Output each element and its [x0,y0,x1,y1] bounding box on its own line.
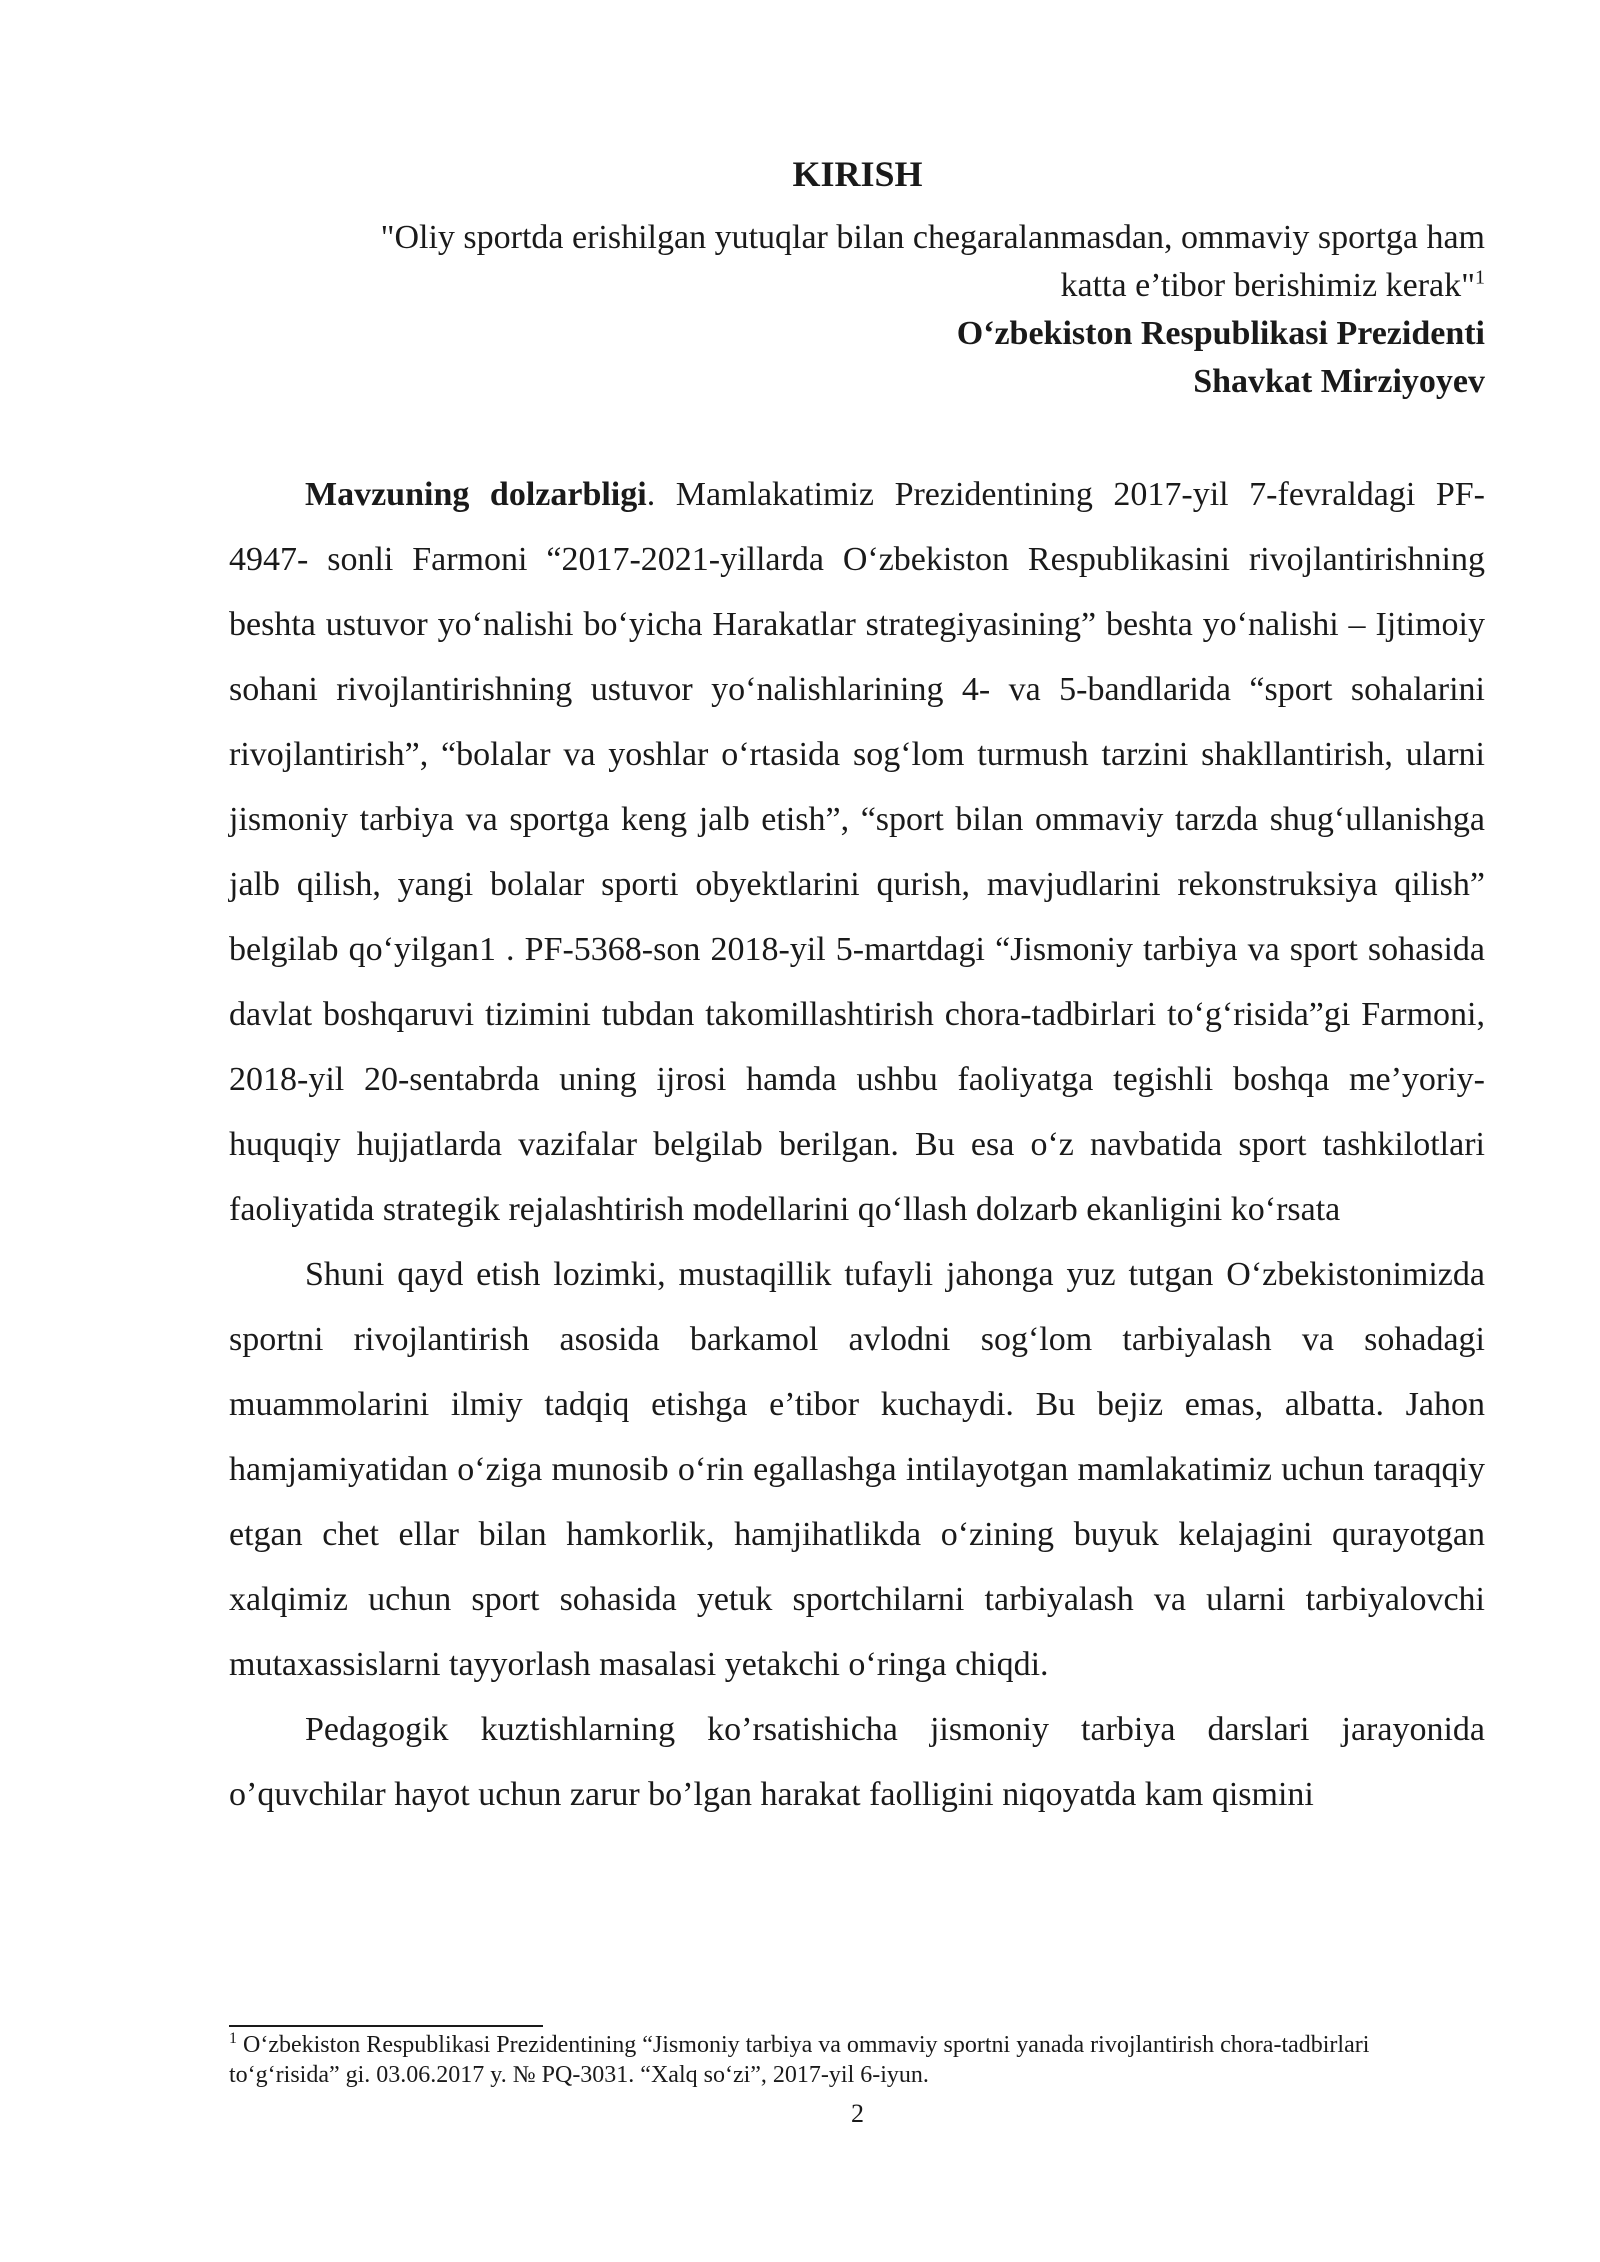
author-name: Shavkat Mirziyoyev [1193,363,1485,400]
paragraph-pedagogical: Pedagogik kuztishlarning ko’rsatishicha jismoniy tarbiya darslari jarayonida o’quvchilar hayot uchun zarur bo’lgan harakat faolligini niqoyatda kam qismini [229,1711,1485,1813]
epigraph-line-1: "Oliy sportda erishilgan yutuqlar bilan chegaralanmasdan, ommaviy sportga ham [380,219,1485,256]
epigraph-line-2-text: katta e’tibor berishimiz kerak" [1060,267,1475,304]
section-title: KIRISH [792,154,923,194]
epigraph-footnote-ref: 1 [1475,266,1485,289]
epigraph-author [229,310,1485,406]
paragraph-lead-heading: Mavzuning dolzarbligi [305,476,647,513]
paragraph-relevance [229,462,1485,1242]
author-position: O‘zbekiston Respublikasi Prezidenti [956,315,1485,352]
footnote-marker: 1 [229,2030,237,2047]
footnote-separator [229,2025,543,2027]
epigraph-line-2 [229,262,1485,310]
paragraph-relevance-text: . Mamlakatimiz Prezidentining 2017-yil 7-fevraldagi PF-4947- sonli Farmoni “2017-2021-yillarda O‘zbekiston Respublikasini rivojlantirishning beshta ustuvor yo‘nalishi bo‘yicha Harakatlar strategiyasining” beshta yo‘nalishi – Ijtimoiy sohani rivojlantirishning ustuvor yo‘nalishlarining 4- va 5-bandlarida “sport sohalarini rivojlantirish”, “bolalar va yoshlar o‘rtasida sog‘lom turmush tarzini shakllantirish, ularni jismoniy tarbiya va sportga keng jalb etish”, “sport bilan ommaviy tarzda shug‘ullanishga jalb qilish, yangi bolalar sporti obyektlarini qurish, mavjudlarini rekonstruksiya qilish” belgilab qo‘yilgan1 . PF-5368-son 2018-yil 5-martdagi “Jismoniy tarbiya va sport sohasida davlat boshqaruvi tizimini tubdan takomillashtirish chora-tadbirlari to‘g‘risida”gi Farmoni, 2018-yil 20-sentabrda uning ijrosi hamda ushbu faoliyatga tegishli boshqa me’yoriy-huquqiy hujjatlarda vazifalar belgilab berilgan. Bu esa o‘z navbatida sport tashkilotlari faoliyatida strategik rejalashtirish modellarini qo‘llash dolzarb ekanligini ko‘rsata [229,476,1485,1228]
footnote-text: O‘zbekiston Respublikasi Prezidentining “Jismoniy tarbiya va ommaviy sportni yanada rivojlantirish chora-tadbirlari to‘g‘risida” gi. 03.06.2017 y. № PQ-3031. “Xalq so‘zi”, 2017-yil 6-iyun. [229,2032,1370,2088]
body-text [229,462,1485,1827]
page-number: 2 [851,2099,864,2128]
footnote [229,2030,1485,2090]
epigraph-quote [229,214,1485,310]
paragraph-independence: Shuni qayd etish lozimki, mustaqillik tufayli jahonga yuz tutgan O‘zbekistonimizda sportni rivojlantirish asosida barkamol avlodni sog‘lom tarbiyalash va sohadagi muammolarini ilmiy tadqiq etishga e’tibor kuchaydi. Bu bejiz emas, albatta. Jahon hamjamiyatidan o‘ziga munosib o‘rin egallashga intilayotgan mamlakatimiz uchun taraqqiy etgan chet ellar bilan hamkorlik, hamjihatlikda o‘zining buyuk kelajagini qurayotgan xalqimiz uchun sport sohasida yetuk sportchilarni tarbiyalash va ularni tarbiyalovchi mutaxassislarni tayyorlash masalasi yetakchi o‘ringa chiqdi. [229,1256,1485,1683]
